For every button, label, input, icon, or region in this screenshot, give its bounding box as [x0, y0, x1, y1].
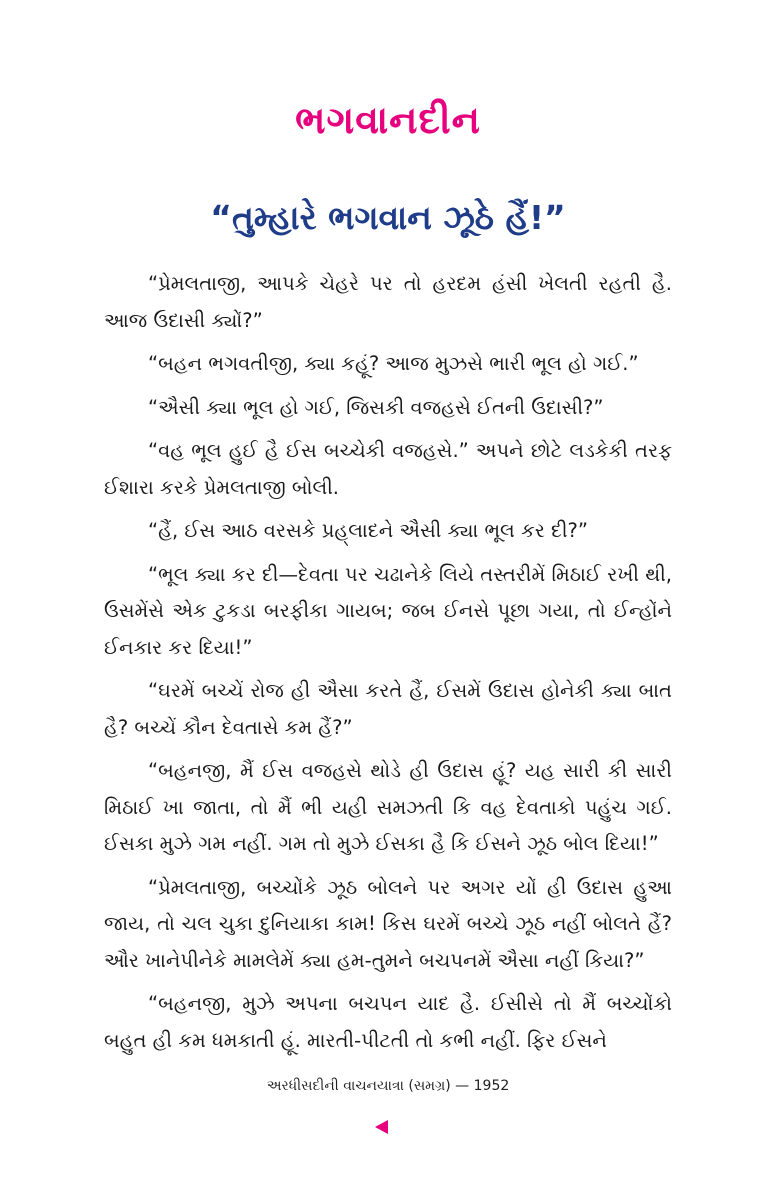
paragraph: “પ્રેમલતાજી, આપકે ચેહરે પર તો હરદમ હંસી ખેલતી રહતી હૈ. આજ ઉદાસી ક્યોં?” — [104, 272, 672, 332]
paragraph: “પ્રેમલતાજી, બચ્ચોંકે ઝૂઠ બોલને પર અગર યોં હી ઉદાસ હુઆ જાય, તો ચલ ચુકા દુનિયાકા કામ! કિસ ઘરમેં બચ્ચે ઝૂઠ નહીં બોલતે હૈં? ઔર ખાનેપીનેકે મામલેમેં ક્યા હમ-તુમને બચપનમેં ઐસા નહીં કિયા?” — [104, 875, 672, 972]
page-footer: અરધીસદીની વાચનયાત્રા (સમગ્ર) — 1952 — [266, 1078, 510, 1094]
paragraph: “ઐસી ક્યા ભૂલ હો ગઈ, જિસકી વજહસે ઈતની ઉદાસી?” — [148, 395, 604, 419]
story-title: “તુમ્હારે ભગવાન ઝૂઠે હૈં!” — [210, 198, 566, 237]
paragraph: “વહ ભૂલ હુઈ હૈ ઈસ બચ્ચેકી વજહસે.” અપને છોટે લડકેકી તરફ ઈશારા કરકે પ્રેમલતાજી બોલી. — [104, 439, 672, 499]
paragraph: “ઘરમેં બચ્ચેં રોજ હી ઐસા કરતે હૈં, ઈસમેં ઉદાસ હોનેકી ક્યા બાત હૈ? બચ્ચેં કૌન દેવતાસે કમ હૈં?” — [104, 679, 672, 739]
paragraph: “બહનજી, મુઝે અપના બચપન યાદ હૈ. ઈસીસે તો મૈં બચ્ચોંકો બહુત હી કમ ધમકાતી હૂં. મારતી-પીટતી તો કભી નહીં. ફિર ઈસને — [104, 992, 672, 1052]
paragraph: “બહન ભગવતીજી, ક્યા કહૂં? આજ મુઝસે ભારી ભૂલ હો ગઈ.” — [148, 352, 639, 375]
paragraph: “ભૂલ ક્યા કર દી—દેવતા પર ચઢાનેકે લિયે તસ્તરીમેં મિઠાઈ રખી થી, ઉસમેંસે એક ટુકડા બરફીકા ગાયબ; જબ ઈનસે પૂછા ગયા, તો ઈન્હોંને ઈનકાર કર દિયા!” — [104, 562, 672, 659]
left-triangle-icon — [375, 1120, 388, 1134]
story-body — [104, 266, 672, 1066]
paragraph: “બહનજી, મૈં ઈસ વજહસે થોડે હી ઉદાસ હૂં? યહ સારી કી સારી મિઠાઈ ખા જાતા, તો મૈં ભી યહી સમઝતી કિ વહ દેવતાકો પહુંચ ગઈ. ઈસકા મુઝે ગમ નહીં. ગમ તો મુઝે ઈસકા હૈ કિ ઈસને ઝૂઠ બોલ દિયા!” — [104, 759, 672, 855]
paragraph: “હૈં, ઈસ આઠ વરસકે પ્રહ્‌લાદને ઐસી ક્યા ભૂલ કર દી?” — [148, 519, 588, 542]
book-title: ભગવાનદીન — [295, 98, 481, 142]
